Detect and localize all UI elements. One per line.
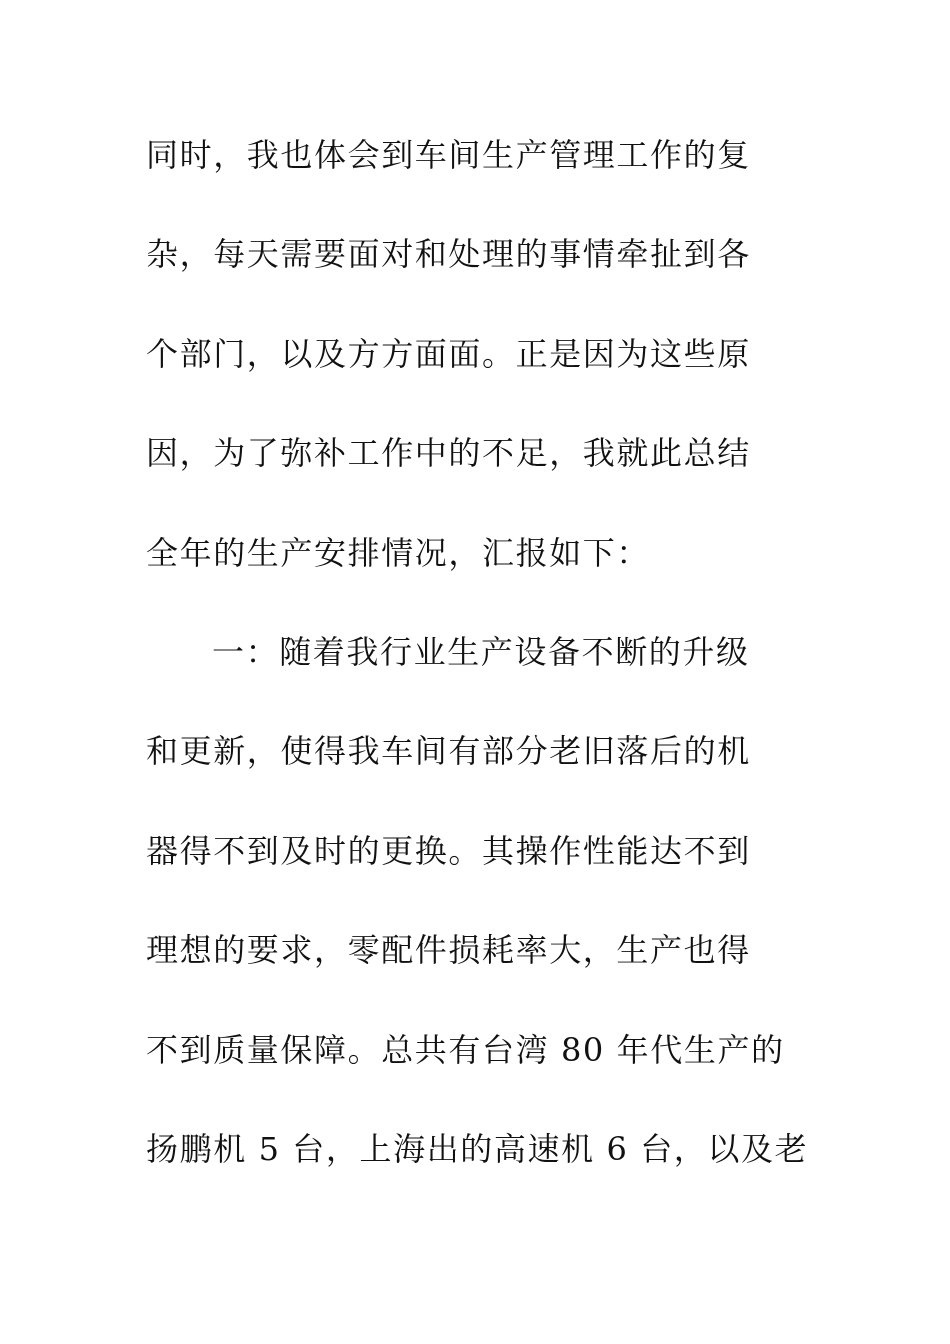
text-line-1: 同时，我也体会到车间生产管理工作的复 bbox=[146, 136, 751, 174]
text-line-8: 器得不到及时的更换。其操作性能达不到 bbox=[146, 831, 751, 870]
text-line-5: 全年的生产安排情况，汇报如下： bbox=[146, 533, 651, 572]
text-line-2: 杂，每天需要面对和处理的事情牵扯到各 bbox=[146, 235, 751, 274]
body-text bbox=[146, 124, 826, 1217]
text-line-7: 和更新，使得我车间有部分老旧落后的机 bbox=[146, 732, 751, 771]
text-line-6-paragraph-start: 一：随着我行业生产设备不断的升级 bbox=[212, 632, 750, 671]
text-line-10: 不到质量保障。总共有台湾 80 年代生产的 bbox=[146, 1030, 785, 1069]
text-line-4: 因，为了弥补工作中的不足，我就此总结 bbox=[146, 434, 751, 473]
text-line-9: 理想的要求，零配件损耗率大，生产也得 bbox=[146, 931, 751, 970]
text-line-11: 扬鹏机 5 台，上海出的高速机 6 台，以及老 bbox=[146, 1129, 809, 1168]
text-line-3: 个部门，以及方方面面。正是因为这些原 bbox=[146, 334, 751, 373]
